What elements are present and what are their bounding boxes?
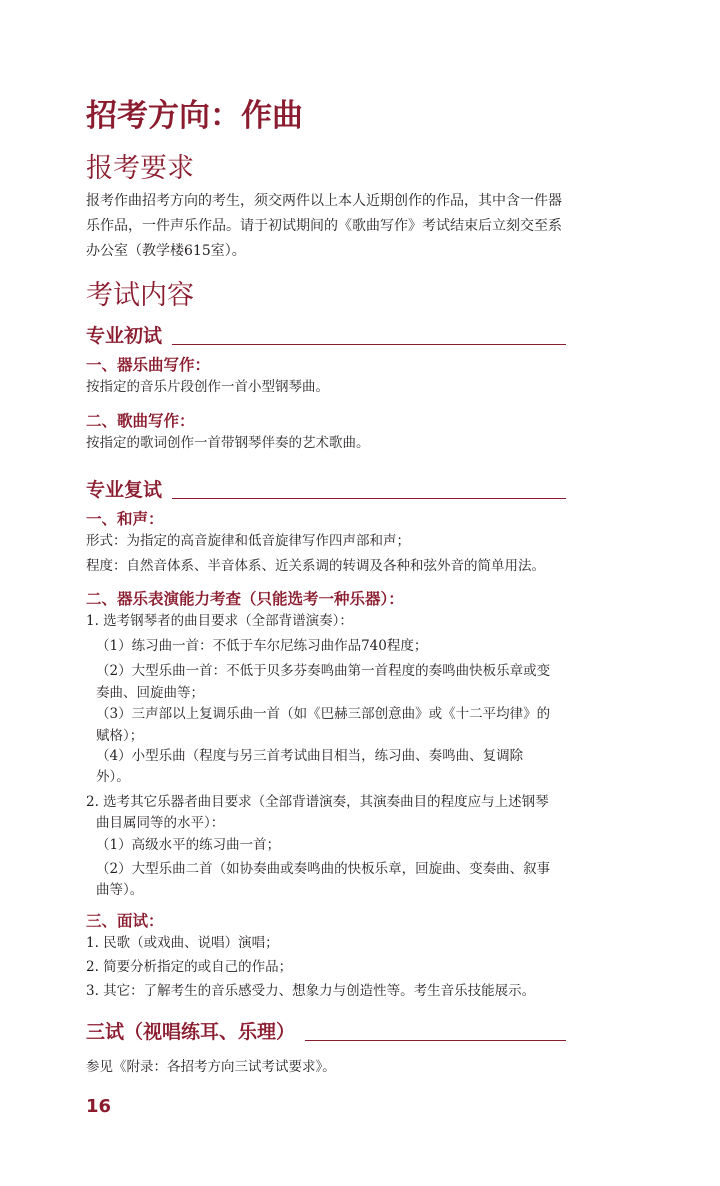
performance-line: 2. 选考其它乐器者曲目要求（全部背谱演奏，其演奏曲目的程度应与上述钢琴 <box>86 794 549 810</box>
performance-line: 奏曲、回旋曲等； <box>96 685 204 701</box>
heading-rule <box>172 498 566 499</box>
harmony-line: 程度：自然音体系、半音体系、近关系调的转调及各种和弦外音的简单用法。 <box>86 558 545 574</box>
second-exam-heading <box>86 470 566 504</box>
performance-line: （1）高级水平的练习曲一首； <box>96 837 281 853</box>
interview-line: 3. 其它：了解考生的音乐感受力、想象力与创造性等。考生音乐技能展示。 <box>86 983 536 999</box>
performance-line: 1. 选考钢琴者的曲目要求（全部背谱演奏）： <box>86 613 353 629</box>
third-exam-title: 三试（视唱练耳、乐理） <box>86 1021 296 1043</box>
requirements-line: 乐作品，一件声乐作品。请于初试期间的《歌曲写作》考试结束后立刻交至系 <box>86 218 562 234</box>
performance-line: （3）三声部以上复调乐曲一首（如《巴赫三部创意曲》或《十二平均律》的 <box>96 706 551 722</box>
performance-line: （2）大型乐曲一首：不低于贝多芬奏鸣曲第一首程度的奏鸣曲快板乐章或变 <box>96 663 551 679</box>
heading-rule <box>305 1040 566 1041</box>
song-writing-text: 按指定的歌词创作一首带钢琴伴奏的艺术歌曲。 <box>86 435 370 451</box>
interview-line: 1. 民歌（或戏曲、说唱）演唱； <box>86 935 279 951</box>
performance-line: 赋格）； <box>96 728 144 744</box>
third-exam-heading <box>86 1012 566 1046</box>
page-title: 招考方向：作曲 <box>86 98 303 134</box>
instrumental-writing-text: 按指定的音乐片段创作一首小型钢琴曲。 <box>86 379 329 395</box>
page-number: 16 <box>86 1096 112 1117</box>
preliminary-exam-heading <box>86 316 566 350</box>
performance-title: 二、器乐表演能力考查（只能选考一种乐器）： <box>86 590 404 608</box>
preliminary-exam-title: 专业初试 <box>86 325 163 347</box>
interview-title: 三、面试： <box>86 912 164 930</box>
song-writing-title: 二、歌曲写作： <box>86 412 195 430</box>
performance-line: 外）。 <box>96 769 130 785</box>
instrumental-writing-title: 一、器乐曲写作： <box>86 356 211 374</box>
requirements-heading: 报考要求 <box>86 153 194 184</box>
requirements-line: 报考作曲招考方向的考生，须交两件以上本人近期创作的作品，其中含一件器 <box>86 193 562 209</box>
performance-line: （2）大型乐曲二首（如协奏曲或奏鸣曲的快板乐章，回旋曲、变奏曲、叙事 <box>96 861 551 877</box>
harmony-line: 形式：为指定的高音旋律和低音旋律写作四声部和声； <box>86 533 410 549</box>
interview-line: 2. 简要分析指定的或自己的作品； <box>86 959 293 975</box>
performance-line: 曲目属同等的水平）： <box>96 815 225 831</box>
third-exam-text: 参见《附录：各招考方向三试考试要求》。 <box>86 1059 336 1075</box>
content-heading: 考试内容 <box>86 280 194 311</box>
performance-line: 曲等）。 <box>96 882 144 898</box>
second-exam-title: 专业复试 <box>86 479 163 501</box>
heading-rule <box>172 344 566 345</box>
performance-line: （1）练习曲一首：不低于车尔尼练习曲作品740程度； <box>96 638 428 654</box>
harmony-title: 一、和声： <box>86 510 164 528</box>
performance-line: （4）小型乐曲（程度与另三首考试曲目相当，练习曲、奏鸣曲、复调除 <box>96 748 524 764</box>
requirements-paragraph <box>86 189 574 264</box>
requirements-line: 办公室（教学楼615室）。 <box>86 243 246 259</box>
